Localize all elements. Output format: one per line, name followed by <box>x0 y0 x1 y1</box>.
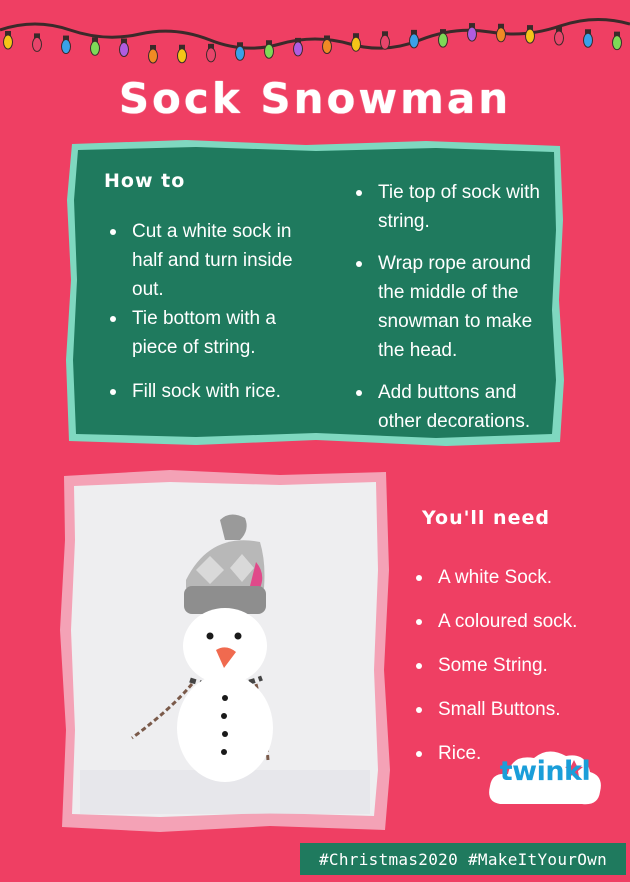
list-item: Cut a white sock in half and turn inside out. <box>108 217 313 304</box>
light-bulb-icon <box>439 33 448 47</box>
light-bulb-icon <box>91 41 100 55</box>
light-bulb-icon <box>178 49 187 63</box>
list-item: Wrap rope around the middle of the snowman to make the head. <box>354 249 554 365</box>
light-bulb-icon <box>526 29 535 43</box>
list-item: Add buttons and other decorations. <box>354 378 554 436</box>
light-bulb-icon <box>352 37 361 51</box>
list-item: Rice. <box>414 732 619 776</box>
light-bulb-icon <box>265 44 274 58</box>
light-bulb-icon <box>497 28 506 42</box>
light-bulb-icon <box>584 33 593 47</box>
light-bulb-icon <box>381 35 390 49</box>
snowman-photo <box>60 470 390 832</box>
light-bulb-icon <box>62 40 71 54</box>
fairy-lights-icon <box>0 0 630 80</box>
sock-snowman-photo-icon <box>60 470 390 832</box>
list-item: A coloured sock. <box>414 600 619 644</box>
list-item: Fill sock with rice. <box>108 377 313 406</box>
list-item: A white Sock. <box>414 556 619 600</box>
materials-list <box>414 556 619 776</box>
twinkl-logo[interactable] <box>486 746 604 810</box>
you-will-need-heading: You'll need <box>422 507 550 529</box>
list-item: Tie top of sock with string. <box>354 178 554 236</box>
hashtag-banner <box>300 843 626 875</box>
light-bulb-icon <box>207 48 216 62</box>
light-bulb-icon <box>468 27 477 41</box>
light-bulb-icon <box>613 36 622 50</box>
hashtags: #Christmas2020 #MakeItYourOwn <box>318 849 608 869</box>
light-bulb-icon <box>120 42 129 56</box>
light-bulb-icon <box>323 39 332 53</box>
logo-text: twinkl <box>499 756 591 787</box>
list-item: Small Buttons. <box>414 688 619 732</box>
light-bulb-icon <box>236 46 245 60</box>
list-item: Tie bottom with a piece of string. <box>108 304 313 362</box>
light-bulb-icon <box>410 34 419 48</box>
light-bulb-icon <box>294 42 303 56</box>
light-bulb-icon <box>555 31 564 45</box>
how-to-steps-right <box>354 178 554 436</box>
light-bulb-icon <box>33 37 42 51</box>
light-bulb-icon <box>149 49 158 63</box>
how-to-heading: How to <box>104 170 186 192</box>
list-item: Some String. <box>414 644 619 688</box>
light-bulb-icon <box>4 35 13 49</box>
how-to-steps-left <box>108 217 313 406</box>
page-title: Sock Snowman <box>118 74 512 123</box>
